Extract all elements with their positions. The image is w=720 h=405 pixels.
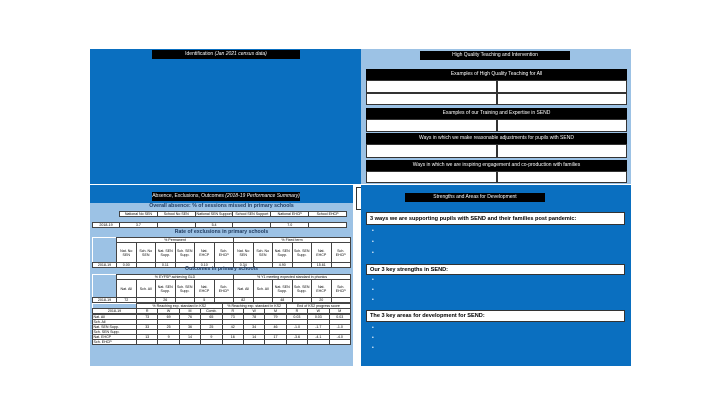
identification-panel bbox=[90, 49, 361, 184]
table-header: M bbox=[265, 309, 286, 314]
group-header: End of KS2 progress score bbox=[286, 304, 350, 309]
hqt-box[interactable] bbox=[497, 93, 628, 106]
bullet-item[interactable]: • bbox=[372, 335, 374, 341]
table-header: W bbox=[158, 309, 179, 314]
table-header: W bbox=[308, 309, 329, 314]
table-cell[interactable] bbox=[286, 340, 307, 345]
table-cell: 2018-19 bbox=[93, 298, 117, 303]
hqt-box[interactable] bbox=[366, 171, 497, 183]
table-cell[interactable] bbox=[179, 340, 200, 345]
table-cell[interactable] bbox=[158, 340, 179, 345]
table-cell: 65 bbox=[201, 315, 222, 320]
ks2-table bbox=[92, 303, 351, 314]
bullets-2 bbox=[372, 277, 374, 307]
table-cell[interactable] bbox=[157, 223, 195, 228]
table-header: School No SEN bbox=[157, 212, 195, 217]
table-cell: 73 bbox=[137, 315, 158, 320]
table-spacer bbox=[93, 280, 117, 298]
table-cell: 78 bbox=[243, 315, 264, 320]
section-label: The 3 key areas for development for SEND: bbox=[370, 313, 485, 319]
table-cell[interactable] bbox=[137, 340, 158, 345]
group-header: % Reaching exp. standard in KS2 bbox=[137, 304, 223, 309]
overall-absence-row-wrap bbox=[92, 222, 347, 228]
table-cell[interactable] bbox=[329, 340, 350, 345]
table-cell: 36 bbox=[179, 325, 200, 330]
table-cell: 46 bbox=[265, 325, 286, 330]
hqt-boxes-2 bbox=[366, 119, 627, 132]
table-header: Nat. No SEN bbox=[234, 243, 254, 263]
table-cell[interactable] bbox=[175, 298, 195, 303]
table-header: Sch. SEN Supp. bbox=[175, 280, 195, 298]
bullet-item[interactable]: • bbox=[372, 250, 374, 256]
table-cell: 2018-19 bbox=[93, 223, 120, 228]
table-header: R bbox=[286, 309, 307, 314]
table-cell: -4.1 bbox=[308, 335, 329, 340]
row-label: Sch. All bbox=[93, 320, 137, 325]
table-cell: -1.7 bbox=[308, 325, 329, 330]
table-header: Sch. No SEN bbox=[253, 243, 273, 263]
table-cell: 25 bbox=[158, 325, 179, 330]
table-cell: 3.7 bbox=[120, 223, 158, 228]
row-label: Nat. SEN Supp. bbox=[93, 325, 137, 330]
table-cell: 2018-19 bbox=[93, 263, 117, 268]
table-cell[interactable] bbox=[331, 298, 351, 303]
table-cell: 4.90 bbox=[273, 263, 293, 268]
table-header: Nat. EHCP bbox=[195, 243, 215, 263]
hqt-title: High Quality Teaching and Intervention bbox=[452, 52, 538, 58]
overall-absence-table-wrap bbox=[119, 211, 347, 217]
bullet-item[interactable]: • bbox=[372, 345, 374, 351]
table-cell[interactable] bbox=[214, 298, 234, 303]
outcomes-table bbox=[92, 274, 351, 303]
table-cell: 0.10 bbox=[195, 263, 215, 268]
table-header: Nat. All bbox=[117, 280, 137, 298]
table-cell: -1.0 bbox=[286, 325, 307, 330]
hqt-box[interactable] bbox=[497, 171, 628, 183]
table-header: Sch. EHCP bbox=[214, 243, 234, 263]
bullet-item[interactable]: • bbox=[372, 277, 374, 283]
table-cell[interactable] bbox=[265, 340, 286, 345]
table-row bbox=[93, 340, 351, 345]
section-label: 3 ways we are supporting pupils with SEND and their families post pandemic: bbox=[370, 216, 577, 222]
exclusions-section bbox=[92, 229, 351, 236]
bullets-1 bbox=[372, 228, 374, 261]
table-header: M bbox=[179, 309, 200, 314]
table-header: Nat. EHCP bbox=[195, 280, 215, 298]
table-cell: 79 bbox=[265, 315, 286, 320]
table-cell: 17 bbox=[265, 335, 286, 340]
table-cell: 16 bbox=[222, 335, 243, 340]
table-cell: 14 bbox=[179, 335, 200, 340]
table-header: W bbox=[243, 309, 264, 314]
group-header: % Fixed term bbox=[234, 238, 351, 243]
table-header: Sch. SEN Supp. bbox=[175, 243, 195, 263]
table-header: School SEN Support bbox=[233, 212, 271, 217]
table-cell: -3.6 bbox=[286, 335, 307, 340]
outcomes-section bbox=[92, 266, 351, 273]
section-label: Our 3 key strengths in SEND: bbox=[370, 267, 449, 273]
table-cell[interactable] bbox=[233, 223, 271, 228]
absence-title: Absence, Exclusions, Outcomes bbox=[152, 193, 224, 199]
table-cell: 0.00 bbox=[117, 263, 137, 268]
table-cell: 0.34 bbox=[234, 263, 254, 268]
table-header: R bbox=[137, 309, 158, 314]
table-cell[interactable] bbox=[243, 340, 264, 345]
table-header: Sch. No SEN bbox=[136, 243, 156, 263]
group-header: % Reaching exp. standard in KS2 bbox=[222, 304, 286, 309]
table-cell[interactable] bbox=[222, 340, 243, 345]
table-cell: 69 bbox=[158, 315, 179, 320]
overall-absence-table bbox=[119, 211, 347, 217]
bullets-3 bbox=[372, 325, 374, 355]
hqt-box[interactable] bbox=[366, 119, 497, 132]
row-label: Sch. SEN Supp. bbox=[93, 330, 137, 335]
table-cell: 9 bbox=[158, 335, 179, 340]
table-header: Sch. EHCP bbox=[331, 280, 351, 298]
overall-absence-section bbox=[92, 203, 351, 210]
table-cell: 13 bbox=[137, 335, 158, 340]
table-cell[interactable] bbox=[292, 298, 312, 303]
table-cell: 76 bbox=[179, 315, 200, 320]
hqt-bar-3: Ways in which we make reasonable adjustments for pupils with SEND bbox=[366, 133, 627, 144]
table-header: Nat. SEN Supp. bbox=[273, 243, 293, 263]
table-header: Nat. SEN Supp. bbox=[273, 280, 293, 298]
exclusions-table bbox=[92, 237, 351, 268]
table-cell[interactable] bbox=[308, 340, 329, 345]
row-label: Nat. All bbox=[93, 315, 137, 320]
table-cell[interactable] bbox=[253, 298, 273, 303]
hqt-box[interactable] bbox=[366, 93, 497, 106]
table-header: Nat. EHCP bbox=[312, 243, 332, 263]
outcomes-title: Outcomes in primary schools bbox=[185, 266, 258, 272]
ks2-body bbox=[92, 314, 351, 345]
identification-title: Identification bbox=[185, 51, 214, 57]
table-cell: 82 bbox=[234, 298, 254, 303]
table-header: Sch. SEN Supp. bbox=[292, 280, 312, 298]
table-cell: 14 bbox=[243, 335, 264, 340]
table-cell: 48 bbox=[273, 298, 293, 303]
absence-subtitle: (2018-19 Performance Summary) bbox=[225, 193, 300, 199]
hqt-box[interactable] bbox=[366, 80, 497, 93]
table-cell: 33 bbox=[137, 325, 158, 330]
table-cell: 5 bbox=[195, 298, 215, 303]
bullet-item[interactable]: • bbox=[372, 287, 374, 293]
strengths-section-3[interactable] bbox=[366, 310, 625, 322]
table-cell[interactable] bbox=[201, 340, 222, 345]
bullet-item[interactable]: • bbox=[372, 228, 374, 234]
table-spacer bbox=[93, 243, 117, 263]
table-header: Nat. All bbox=[234, 280, 254, 298]
table-header: Nat. SEN Supp. bbox=[156, 243, 176, 263]
table-cell: 0.03 bbox=[286, 315, 307, 320]
absence-header bbox=[152, 192, 300, 201]
table-cell[interactable] bbox=[136, 298, 156, 303]
table-header: M bbox=[329, 309, 350, 314]
table-cell: 20 bbox=[312, 298, 332, 303]
table-cell[interactable] bbox=[309, 223, 347, 228]
table-header: Sch. EHCP bbox=[331, 243, 351, 263]
hqt-box[interactable] bbox=[497, 119, 628, 132]
strengths-title: Strengths and Areas for Development bbox=[433, 194, 517, 200]
table-cell: 25 bbox=[201, 325, 222, 330]
hqt-box[interactable] bbox=[497, 144, 628, 158]
hqt-box[interactable] bbox=[497, 80, 628, 93]
identification-subtitle: (Jan 2021 census data) bbox=[214, 51, 267, 57]
table-cell: 26 bbox=[156, 298, 176, 303]
hqt-bar-2: Examples of our Training and Expertise in SEND bbox=[366, 108, 627, 119]
identification-header bbox=[152, 50, 300, 59]
bullet-item[interactable]: • bbox=[372, 239, 374, 245]
table-header: National EHCP bbox=[271, 212, 309, 217]
bullet-item[interactable]: • bbox=[372, 325, 374, 331]
overall-absence-title: Overall absence: % of sessions missed in primary schools bbox=[149, 203, 294, 209]
table-header: Nat. EHCP bbox=[312, 280, 332, 298]
table-cell: 5.4 bbox=[195, 223, 233, 228]
hqt-boxes-1 bbox=[366, 80, 627, 105]
group-header: % Permanent bbox=[117, 238, 234, 243]
table-header: Comb. bbox=[201, 309, 222, 314]
table-cell: -4.0 bbox=[329, 335, 350, 340]
table-header: Sch. SEN Supp. bbox=[292, 243, 312, 263]
table-cell: 7.0 bbox=[271, 223, 309, 228]
hqt-boxes-4 bbox=[366, 171, 627, 183]
group-header: % Y1 meeting expected standard in phonics bbox=[234, 275, 351, 280]
table-cell: 73 bbox=[222, 315, 243, 320]
table-cell: 34 bbox=[243, 325, 264, 330]
table-header: Sch. EHCP bbox=[214, 280, 234, 298]
row-label: Sch. EHCP bbox=[93, 340, 137, 345]
ks2-table-wrap bbox=[92, 303, 351, 345]
table-header: National No SEN bbox=[120, 212, 158, 217]
table-header: R bbox=[222, 309, 243, 314]
table-header: 2018-19 bbox=[93, 309, 137, 314]
table-header: School EHCP bbox=[309, 212, 347, 217]
hqt-bar-4: Ways in which we are inspiring engagement and co-production with families bbox=[366, 160, 627, 171]
outcomes-table-wrap bbox=[92, 274, 351, 303]
table-cell: 15.61 bbox=[312, 263, 332, 268]
table-header: Nat. No SEN bbox=[117, 243, 137, 263]
table-header: Sch. All bbox=[253, 280, 273, 298]
table-header: Sch. All bbox=[136, 280, 156, 298]
strengths-header bbox=[405, 193, 545, 202]
exclusions-table-wrap bbox=[92, 237, 351, 268]
strengths-section-1[interactable] bbox=[366, 212, 625, 225]
table-cell: 72 bbox=[117, 298, 137, 303]
table-cell: 0.03 bbox=[308, 315, 329, 320]
bullet-item[interactable]: • bbox=[372, 297, 374, 303]
table-cell: 9 bbox=[201, 335, 222, 340]
group-header: % EYFSP achieving GLD bbox=[117, 275, 234, 280]
exclusions-title: Rate of exclusions in primary schools bbox=[174, 229, 269, 235]
table-cell: -1.0 bbox=[329, 325, 350, 330]
strengths-section-2[interactable] bbox=[366, 264, 625, 275]
hqt-box[interactable] bbox=[366, 144, 497, 158]
table-cell: 0.03 bbox=[329, 315, 350, 320]
hqt-bar-1: Examples of High Quality Teaching for All bbox=[366, 69, 627, 80]
table-header: Nat. SEN Supp. bbox=[156, 280, 176, 298]
table-header: National SEN Support bbox=[196, 212, 232, 216]
overall-absence-row bbox=[92, 222, 347, 228]
row-label: Nat. EHCP bbox=[93, 335, 137, 340]
table-cell: 0.11 bbox=[156, 263, 176, 268]
hqt-header bbox=[420, 51, 570, 60]
table-cell: 42 bbox=[222, 325, 243, 330]
hqt-boxes-3 bbox=[366, 144, 627, 158]
